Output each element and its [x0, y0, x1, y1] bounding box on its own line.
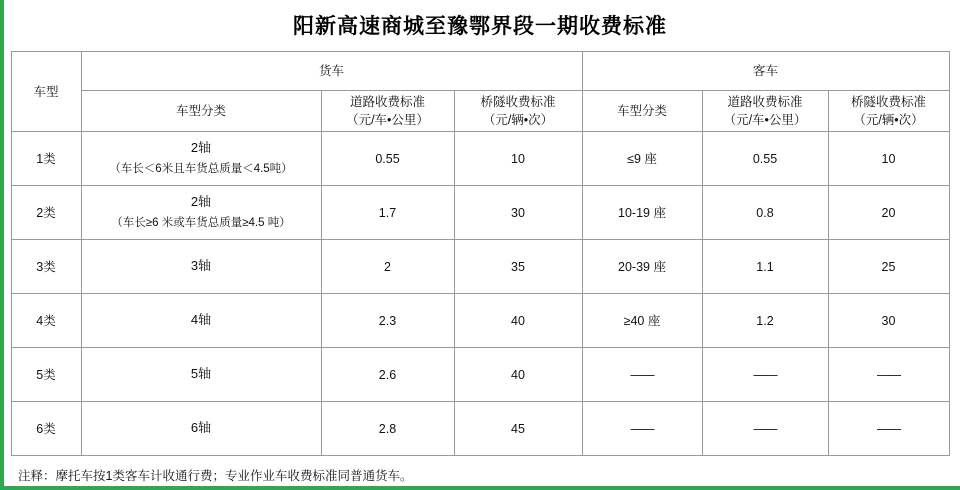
header-bus-category: 车型分类 [582, 91, 702, 132]
cell-bus-road-fee: —— [702, 348, 828, 402]
cell-truck-category-main: 2轴 [190, 140, 212, 156]
cell-truck-road-fee: 1.7 [321, 186, 454, 240]
cell-truck-category-main: 3轴 [190, 258, 212, 274]
cell-truck-category [81, 240, 321, 294]
cell-bus-category: —— [582, 402, 702, 456]
table-header-groups [11, 52, 949, 91]
accent-bar-left [0, 0, 4, 490]
cell-truck-bridge-fee: 40 [454, 294, 582, 348]
header-truck-road-fee-line2: （元/车•公里） [346, 113, 429, 128]
cell-bus-bridge-fee: 10 [828, 132, 949, 186]
fee-standard-table [11, 51, 950, 456]
header-truck-road-fee [321, 91, 454, 132]
cell-truck-category-note: （车长＜6米且车货总质量＜4.5吨） [109, 163, 293, 176]
cell-bus-road-fee: —— [702, 402, 828, 456]
header-group-truck: 货车 [81, 52, 582, 91]
cell-truck-category-main: 2轴 [190, 194, 212, 210]
cell-truck-bridge-fee: 40 [454, 348, 582, 402]
cell-truck-category [81, 186, 321, 240]
row-class-label: 6类 [11, 402, 81, 456]
header-bus-road-fee [702, 91, 828, 132]
header-truck-category: 车型分类 [81, 91, 321, 132]
header-bus-bridge-fee-line2: （元/辆•次） [853, 113, 924, 128]
cell-truck-road-fee: 0.55 [321, 132, 454, 186]
cell-truck-category [81, 132, 321, 186]
row-class-label: 1类 [11, 132, 81, 186]
header-bus-road-fee-line2: （元/车•公里） [723, 113, 807, 128]
table-row [11, 402, 949, 456]
cell-truck-category [81, 294, 321, 348]
cell-bus-bridge-fee: 30 [828, 294, 949, 348]
cell-bus-category: 10-19 座 [582, 186, 702, 240]
cell-bus-road-fee: 0.8 [702, 186, 828, 240]
cell-truck-category-main: 4轴 [190, 312, 212, 328]
row-class-label: 2类 [11, 186, 81, 240]
cell-truck-bridge-fee: 35 [454, 240, 582, 294]
table-row [11, 186, 949, 240]
cell-truck-road-fee: 2.8 [321, 402, 454, 456]
cell-truck-category-main: 5轴 [190, 366, 212, 382]
cell-bus-road-fee: 0.55 [702, 132, 828, 186]
header-truck-bridge-fee-line2: （元/辆•次） [482, 113, 554, 128]
header-truck-bridge-fee [454, 91, 582, 132]
cell-bus-category: ≥40 座 [582, 294, 702, 348]
table-row [11, 240, 949, 294]
cell-truck-category [81, 402, 321, 456]
table-row [11, 348, 949, 402]
header-vehicle-type: 车型 [11, 52, 81, 132]
cell-bus-bridge-fee: 20 [828, 186, 949, 240]
cell-truck-bridge-fee: 10 [454, 132, 582, 186]
table-row [11, 294, 949, 348]
cell-truck-category [81, 348, 321, 402]
cell-bus-bridge-fee: —— [828, 348, 949, 402]
cell-truck-bridge-fee: 30 [454, 186, 582, 240]
cell-truck-bridge-fee: 45 [454, 402, 582, 456]
row-class-label: 3类 [11, 240, 81, 294]
cell-truck-road-fee: 2.3 [321, 294, 454, 348]
cell-truck-road-fee: 2.6 [321, 348, 454, 402]
row-class-label: 5类 [11, 348, 81, 402]
cell-bus-road-fee: 1.1 [702, 240, 828, 294]
header-group-bus: 客车 [582, 52, 949, 91]
cell-truck-category-note: （车长≥6 米或车货总质量≥4.5 吨） [111, 217, 291, 230]
cell-bus-road-fee: 1.2 [702, 294, 828, 348]
header-bus-road-fee-line1: 道路收费标准 [727, 95, 803, 109]
cell-bus-category: ≤9 座 [582, 132, 702, 186]
row-class-label: 4类 [11, 294, 81, 348]
accent-bar-bottom [0, 486, 960, 490]
cell-bus-category: 20-39 座 [582, 240, 702, 294]
cell-bus-bridge-fee: —— [828, 402, 949, 456]
header-truck-road-fee-line1: 道路收费标准 [349, 95, 425, 109]
page-title: 阳新高速商城至豫鄂界段一期收费标准 [293, 15, 667, 38]
table-header-sub [11, 91, 949, 132]
header-bus-bridge-fee-line1: 桥隧收费标准 [850, 95, 926, 109]
header-bus-bridge-fee [828, 91, 949, 132]
cell-truck-road-fee: 2 [321, 240, 454, 294]
cell-bus-bridge-fee: 25 [828, 240, 949, 294]
table-row [11, 132, 949, 186]
cell-truck-category-main: 6轴 [190, 420, 212, 436]
cell-bus-category: —— [582, 348, 702, 402]
footnote: 注释：摩托车按1类客车计收通行费；专业作业车收费标准同普通货车。 [18, 469, 413, 484]
header-truck-bridge-fee-line1: 桥隧收费标准 [480, 95, 556, 109]
